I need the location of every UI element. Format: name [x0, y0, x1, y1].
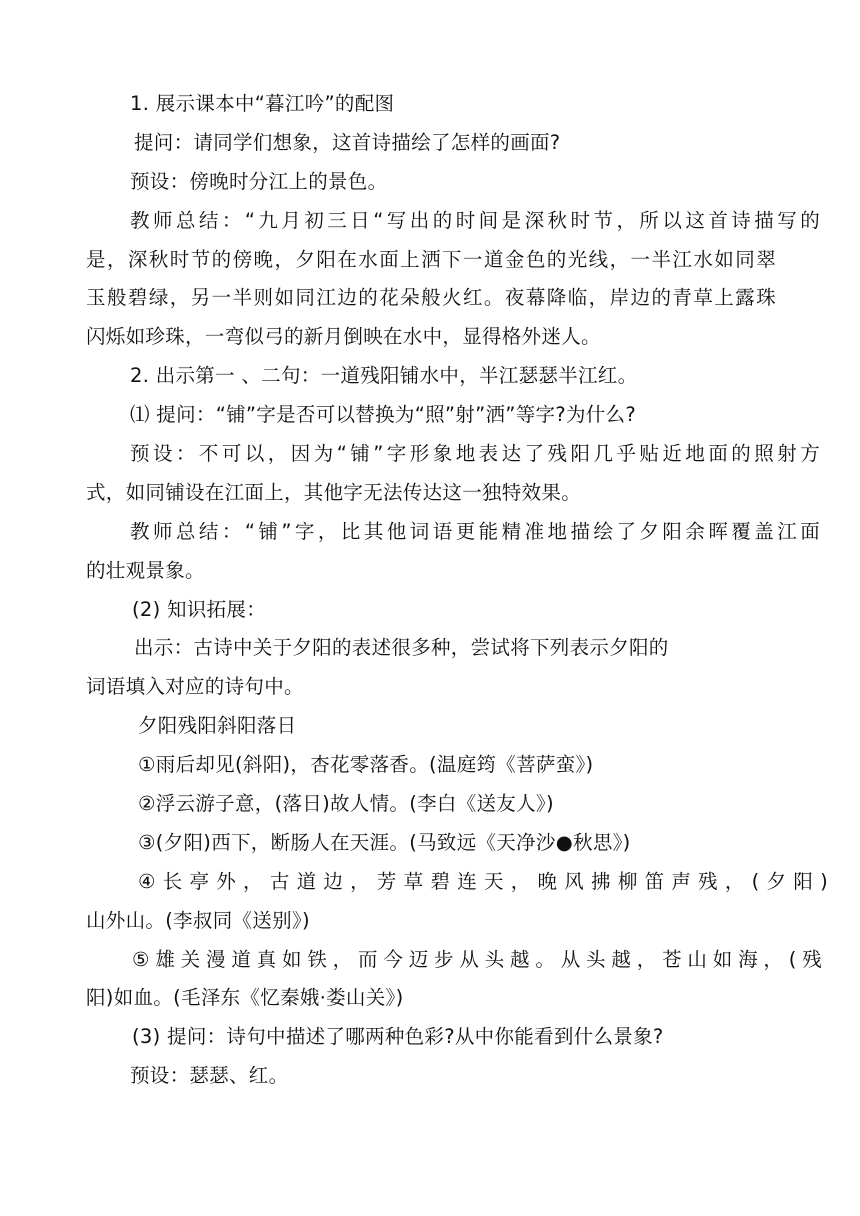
poem-item-continued: 阳)如血。(毛泽东《忆秦娥·娄山关》) — [86, 986, 404, 1010]
teacher-summary-line: 闪烁如珍珠，一弯似弓的新月倒映在水中，显得格外迷人。 — [86, 325, 601, 349]
heading-knowledge-extension: (2) 知识拓展： — [132, 597, 267, 621]
word-options: 夕阳残阳斜阳落日 — [138, 714, 297, 738]
document-body — [86, 85, 828, 1096]
teacher-summary-line: 教师总结：“九月初三日“写出的时间是深秋时节，所以这首诗描写的 — [130, 208, 820, 232]
teacher-summary-line: 玉般碧绿，另一半则如同江边的花朵般火红。夜幕降临，岸边的青草上露珠 — [86, 286, 776, 310]
poem-item: ④长亭外，古道边，芳草碧连天，晚风拂柳笛声残，(夕阳) — [138, 869, 828, 893]
question-colors: (3) 提问：诗句中描述了哪两种色彩?从中你能看到什么景象? — [132, 1025, 664, 1049]
heading-show-picture: 1. 展示课本中“暮江吟”的配图 — [130, 92, 395, 115]
poem-item: ③(夕阳)西下，断肠人在天涯。(马致远《天净沙●秋思》) — [138, 830, 631, 854]
preset-explanation-line: 式，如同铺设在江面上，其他字无法传达这一独特效果。 — [86, 480, 582, 504]
poem-item: ①雨后却见(斜阳)，杏花零落香。(温庭筠《菩萨蛮》) — [138, 753, 594, 777]
poem-item: ⑤雄关漫道真如铁，而今迈步从头越。从头越，苍山如海，(残 — [132, 947, 822, 971]
question-replace-word: ⑴ 提问：“铺”字是否可以替换为“照”射”洒”等字?为什么? — [130, 403, 637, 427]
teacher-summary-pu-line: 教师总结：“铺”字，比其他词语更能精准地描绘了夕阳余晖覆盖江面 — [130, 519, 820, 543]
poem-item: ②浮云游子意，(落日)故人情。(李白《送友人》) — [138, 792, 554, 816]
exercise-instruction-line: 出示：古诗中关于夕阳的表述很多种，尝试将下列表示夕阳的 — [134, 636, 669, 660]
poem-item-continued: 山外山。(李叔同《送别》) — [86, 908, 310, 932]
question-imagine: 提问：请同学们想象，这首诗描绘了怎样的画面? — [134, 130, 561, 154]
preset-explanation-line: 预设：不可以，因为“铺”字形象地表达了残阳几乎贴近地面的照射方 — [130, 442, 820, 466]
preset-evening: 预设：傍晚时分江上的景色。 — [130, 169, 388, 193]
heading-first-two-lines: 2. 出示第一 、二句：一道残阳铺水中，半江瑟瑟半江红。 — [130, 364, 638, 388]
exercise-instruction-line: 词语填入对应的诗句中。 — [86, 675, 304, 699]
teacher-summary-pu-line: 的壮观景象。 — [86, 558, 205, 582]
preset-colors: 预设：瑟瑟、红。 — [130, 1064, 289, 1088]
teacher-summary-line: 是，深秋时节的傍晚，夕阳在水面上洒下一道金色的光线，一半江水如同翠 — [86, 247, 776, 271]
